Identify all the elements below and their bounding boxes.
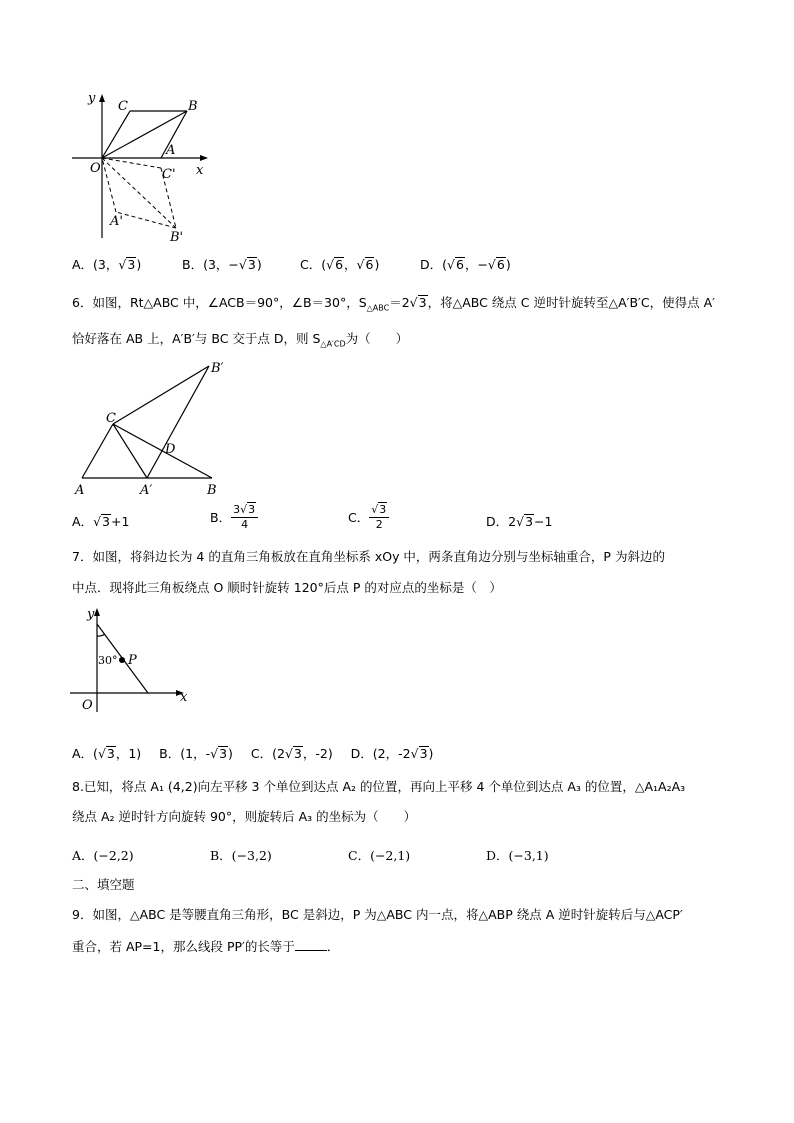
q7-line-2: 中点．现将此三角板绕点 O 顺时针旋转 120°后点 P 的对应点的坐标是（ ） bbox=[72, 580, 502, 595]
q8-option-b: B．(−3,2) bbox=[210, 848, 272, 863]
answer-blank[interactable] bbox=[295, 938, 327, 951]
figure-q6 bbox=[70, 358, 240, 498]
q8-option-c: C．(−2,1) bbox=[348, 848, 411, 863]
label-p: P bbox=[128, 653, 137, 668]
label-c: C bbox=[118, 99, 128, 114]
q5-option-c: C．(√6，√6) bbox=[300, 257, 380, 272]
label-a: A bbox=[166, 143, 176, 158]
q9-line-2: 重合，若 AP=1，那么线段 PP′的长等于 ． bbox=[72, 939, 340, 954]
label-y: y bbox=[87, 607, 95, 622]
point-p-icon bbox=[119, 657, 125, 663]
q7-option-a: A．(√3，1) bbox=[72, 746, 142, 761]
q8-line-2: 绕点 A₂ 逆时针方向旋转 90°，则旋转后 A₃ 的坐标为（ ） bbox=[72, 809, 417, 824]
q7-line-1: 7．如图，将斜边长为 4 的直角三角板放在直角坐标系 xOy 中，两条直角边分别与坐标轴重合，P 为斜边的 bbox=[72, 549, 665, 564]
label-o: O bbox=[90, 161, 101, 176]
figure-q7 bbox=[66, 604, 196, 722]
label-b1: B' bbox=[170, 230, 184, 245]
q6-line-2: 恰好落在 AB 上，A′B′与 BC 交于点 D，则 $S_{\triangle A'CD}$为（ ） bbox=[72, 331, 409, 349]
label-b: B bbox=[207, 483, 217, 498]
q6-line-1: 6．如图，Rt△ABC 中，∠ACB＝90°，∠B＝30°，$S_{\triangle ABC}=2√3$，将△ABC 绕点 C 逆时针旋转至△A′B′C，使得点 A′ bbox=[72, 295, 715, 313]
label-c: C bbox=[106, 411, 116, 426]
section-title-fill-in: 二、填空题 bbox=[72, 877, 135, 892]
label-x: x bbox=[180, 690, 188, 705]
q7-option-d: D．(2，-2√3) bbox=[350, 746, 434, 761]
q6-option-c: C． $\frac{√3}{2}$ bbox=[348, 502, 389, 532]
q5-option-a: A．(3，√3) bbox=[72, 257, 142, 272]
q8-option-d: D．(−3,1) bbox=[486, 848, 549, 863]
q5-option-d: D．(√6，−√6) bbox=[420, 257, 511, 272]
q6-option-a: A．√3+1 bbox=[72, 514, 130, 529]
figure-q5 bbox=[66, 88, 216, 248]
q7-option-c: C．(2√3，-2) bbox=[250, 746, 333, 761]
label-x: x bbox=[196, 163, 204, 178]
q6-option-d: D．2√3−1 bbox=[486, 514, 553, 529]
label-a1: A' bbox=[110, 214, 123, 229]
label-o: O bbox=[82, 698, 93, 713]
y-arrow-icon bbox=[94, 608, 100, 616]
label-angle: 30° bbox=[98, 654, 118, 667]
label-d: D bbox=[165, 442, 176, 457]
q7-options-row bbox=[72, 744, 433, 762]
label-b: B bbox=[188, 99, 198, 114]
label-a: A bbox=[75, 483, 85, 498]
q8-line-1: 8.已知，将点 A₁ (4,2)向左平移 3 个单位到达点 A₂ 的位置，再向上平移 4 个单位到达点 A₃ 的位置，△A₁A₂A₃ bbox=[72, 779, 686, 794]
q9-line-1: 9．如图，△ABC 是等腰直角三角形，BC 是斜边，P 为△ABC 内一点，将△ABP 绕点 A 逆时针旋转后与△ACP′ bbox=[72, 907, 683, 922]
label-y: y bbox=[88, 91, 96, 106]
q5-option-b: B．(3，−√3) bbox=[182, 257, 262, 272]
q8-option-a: A．(−2,2) bbox=[72, 848, 134, 863]
label-b1: B′ bbox=[211, 361, 224, 376]
label-a1: A′ bbox=[140, 483, 153, 498]
q7-option-b: B．(1，-√3) bbox=[159, 746, 233, 761]
q6-option-b: B． $\frac{3√3}{4}$ bbox=[210, 502, 258, 532]
label-c1: C' bbox=[162, 167, 176, 182]
